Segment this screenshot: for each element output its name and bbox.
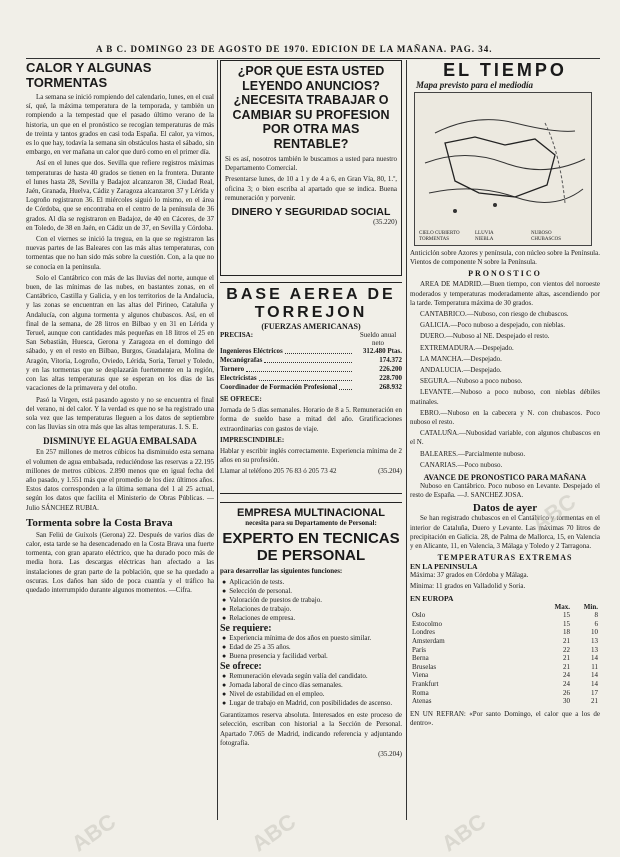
- city-min: 11: [591, 662, 598, 671]
- bullet-icon: ●: [222, 699, 227, 708]
- ad-multinacional-headline: EXPERTO EN TECNICAS DE PERSONAL: [222, 530, 400, 564]
- bullet-text: Lugar de trabajo en Madrid, con posibilidades de ascenso.: [229, 699, 393, 708]
- bullet-icon: ●: [222, 643, 227, 652]
- bullet-icon: ●: [222, 605, 227, 614]
- city-name: Berna: [412, 654, 429, 663]
- job-pay: 174.372: [379, 356, 402, 364]
- table-row: [410, 628, 600, 637]
- legend-item: NIEBLA: [475, 237, 494, 242]
- watermark: ABC: [436, 808, 491, 857]
- article-paragraph: San Feliú de Guíxols (Gerona) 22. Después de varios días de calor, esta tarde se ha desencadenado en la Costa Brava una fuerte tormenta, con gran aparato eléctrico, que ha durado poco más de media hora. Las descargas eléctricas han afectado a las instalaciones de gran parte de la población, que se ha quedado a oscuras. Los daños han sido de poca cuantía y el tráfico ha quedado interrumpido durante algunos momentos. —Cifra.: [26, 530, 214, 594]
- ad-multinacional-requirements: [220, 634, 402, 661]
- watermark: ABC: [66, 808, 121, 857]
- table-row: [410, 620, 600, 629]
- forecast-item: CATALUÑA.—Nubosidad variable, con algunos chubascos en el N.: [410, 429, 600, 447]
- column-2: [220, 60, 402, 820]
- city-name: Londres: [412, 628, 435, 637]
- ad-multinacional-sub: necesita para su Departamento de Personal:: [245, 519, 377, 527]
- bullet-item: [220, 699, 402, 708]
- bullet-icon: ●: [222, 634, 227, 643]
- page-header: A B C. DOMINGO 23 DE AGOSTO DE 1970. EDICION DE LA MAÑANA. PAG. 34.: [96, 44, 493, 54]
- ad-torrejon-jobs: [220, 347, 402, 392]
- ad-torrejon-imprescindible: Hablar y escribir inglés correctamente. Experiencia mínima de 2 años en su profesión.: [220, 447, 402, 465]
- job-pay: 312.480 Ptas.: [362, 347, 402, 355]
- ad-multinacional-title: EMPRESA MULTINACIONAL: [237, 507, 385, 519]
- table-row: [410, 671, 600, 680]
- forecast-list: [410, 280, 600, 470]
- col-max-header: Max.: [554, 602, 570, 611]
- avance-text: Nuboso en Cantábrico. Poco nuboso en Levante. Despejado el resto de España. —J. SANCHEZ JOSA.: [410, 482, 600, 500]
- city-name: Atenas: [412, 697, 432, 706]
- ad-anuncios-slogan: DINERO Y SEGURIDAD SOCIAL: [231, 206, 391, 219]
- forecast-item: CANTABRICO.—Nuboso, con riesgo de chubascos.: [420, 310, 569, 319]
- bullet-text: Relaciones de empresa.: [229, 614, 296, 623]
- city-name: Frankfurt: [412, 680, 439, 689]
- job-pay: 268.932: [379, 383, 402, 391]
- header-rule: [26, 58, 600, 59]
- forecast-item: AREA DE MADRID.—Buen tiempo, con vientos del noroeste moderados y temperaturas moderadamente altas, ascendiendo por la tarde. Temperatura máxima de 30 grados.: [410, 280, 600, 307]
- bullet-item: [220, 634, 402, 643]
- column-rule-2: [406, 60, 407, 820]
- bullet-icon: ●: [222, 681, 227, 690]
- city-min: 14: [591, 671, 598, 680]
- weather-map-text: Anticiclón sobre Azores y península, con núcleo sobre la Península. Vientos de componente N sobre la Península.: [410, 249, 600, 267]
- job-row: [220, 383, 402, 392]
- bullet-text: Selección de personal.: [229, 587, 293, 596]
- article-paragraph: Pasó la Virgen, está pasando agosto y no se encuentra el final del verano, ni del calor. Y la verdad es que no se ha registrado una sola vez que las temperaturas lleguen a los datos de septiembre con las lluvias sin otra más que las altas temperaturas. I. S. E.: [26, 395, 214, 432]
- city-max: 21: [563, 662, 570, 671]
- forecast-item: GALICIA.—Poco nuboso a despejado, con nieblas.: [420, 321, 566, 330]
- column-rule-1: [217, 60, 218, 820]
- forecast-item: EBRO.—Nuboso en la cabecera y N. con chubascos. Poco nuboso el resto.: [410, 408, 600, 427]
- job-name: Mecanógrafas: [220, 356, 263, 364]
- legend-item: CHUBASCOS: [531, 237, 562, 242]
- temp-maxima: Máxima: 37 grados en Córdoba y Málaga.: [410, 571, 529, 580]
- article-paragraph: La semana se inició rompiendo del calendario, lunes, en el cual sí, qué, la máxima temperatura de la temporada, y también un rompiendo a la tempestad que el pasado último verano de la historia, un que en el pronóstico se recogían temperaturas de más de treinta y tantos grados en casi toda España. El calor, ya vimos, es lo que hay, todavía la semana sin obstáculos hasta el sábado, sin embargo, en ver mañana un calor que duró como en el primer día.: [26, 93, 214, 157]
- watermark: ABC: [526, 488, 581, 537]
- avance-title: AVANCE DE PRONOSTICO PARA MAÑANA: [423, 473, 587, 483]
- city-max: 22: [563, 645, 570, 654]
- table-row: [410, 637, 600, 646]
- bullet-item: [220, 596, 402, 605]
- weather-map: [414, 92, 592, 246]
- ad-torrejon-ofrece: Jornada de 5 días semanales. Horario de 8 a 5. Remuneración en forma de sueldo base a mitad del año. Gratificaciones extraordinarias con gastos de viaje.: [220, 406, 402, 433]
- article-paragraph: Solo el Cantábrico con más de las lluvias del norte, aunque el buen, de las mínimas de las nubes, en bastantes zonas, en el Cantábrico, Castilla y Galicia, y en los territorios de la Andalucía, y las zonas se encuentran en las altas del Pirineo, Cataluña y Andalucía, con alguna tormenta y algunos chubascos. Así, en el final de la semana, de 28 litros en Bilbao y en 31 en Lérida y Teruel, aunque con cantidades más pequeñas en 18 litros el 25 en San Sebastián, Huesca, Gerona y Zaragoza en el domingo del sábado, y en el resto en Bilbao, Burgos, Guadalajara, Molina de Aragón, Vitoria, Logroño, Oviedo, Lérida, Soria, Teruel y Toledo, y en las tormentas que se desplazarán fuertemente en la región, con las altas temperaturas que se esperan en los días de las vacaciones de la primavera y del otoño.: [26, 273, 214, 393]
- temp-minima: Mínima: 11 grados en Valladolid y Soria.: [410, 582, 526, 591]
- legend-item: CIELO CUBIERTO: [419, 231, 460, 236]
- forecast-item: BALEARES.—Parcialmente nuboso.: [420, 449, 526, 458]
- city-min: 14: [591, 680, 598, 689]
- city-max: 30: [563, 697, 570, 706]
- ad-multinacional-functions: [220, 578, 402, 623]
- forecast-item: SEGURA.—Nuboso a poco nuboso.: [420, 377, 523, 386]
- bullet-text: Relaciones de trabajo.: [229, 605, 292, 614]
- article-title-agua: DISMINUYE EL AGUA EMBALSADA: [43, 436, 197, 447]
- col-min-header: Min.: [583, 602, 598, 611]
- table-row: [410, 689, 600, 698]
- europa-label: EN EUROPA: [410, 593, 454, 603]
- job-pay: 228.700: [379, 374, 402, 382]
- bullet-item: [220, 605, 402, 614]
- refran: EN UN REFRAN: «Por santo Domingo, el calor que a los de dentro».: [410, 709, 600, 728]
- job-row: [220, 347, 402, 356]
- forecast-item: LA MANCHA.—Despejado.: [420, 354, 502, 363]
- datos-text: Se han registrado chubascos en el Cantábrico y tormentas en el interior de Cataluña, Duero y Levante. Las máximas 70 litros de precipitación en Galicia. 28, de Palma de Mallorca, 15, en Valencia y en Alicante, 11, en Valencia, 3 Málaga y Toledo y 2 Tarragona.: [410, 514, 600, 551]
- bullet-text: Jornada laboral de cinco días semanales.: [229, 681, 343, 690]
- ad-anuncios-headline: ¿POR QUE ESTA USTED LEYENDO ANUNCIOS? ¿NECESITA TRABAJAR O CAMBIAR SU PROFESION POR OTRA MAS RENTABLE?: [232, 64, 390, 151]
- forecast-item: EXTREMADURA.—Despejado.: [420, 343, 514, 352]
- forecast-item: DUERO.—Nuboso al NE. Despejado el resto.: [420, 332, 550, 341]
- forecast-item: CANARIAS.—Poco nuboso.: [420, 460, 503, 469]
- bullet-text: Experiencia mínima de dos años en puesto similar.: [229, 634, 372, 643]
- city-name: Oslo: [412, 611, 426, 620]
- column-1: [26, 60, 214, 820]
- bullet-text: Buena presencia y facilidad verbal.: [229, 652, 328, 661]
- job-row: [220, 356, 402, 365]
- city-max: 21: [563, 654, 570, 663]
- city-min: 17: [591, 688, 598, 697]
- forecast-item: ANDALUCIA.—Despejado.: [420, 366, 502, 375]
- bullet-item: [220, 681, 402, 690]
- city-name: París: [412, 645, 426, 654]
- weather-title: EL TIEMPO: [443, 60, 567, 80]
- city-min: 10: [591, 628, 598, 637]
- article-paragraph: Con el viernes se inició la tregua, en la que se registraron las nuevas partes de las Baleares con las más altas temperaturas, con tormentas que no han sido más sobre la cuestión. Con, a la que no se conocía en la península.: [26, 235, 214, 271]
- city-max: 26: [563, 688, 570, 697]
- ad-torrejon-title: BASE AEREA DE TORREJON: [226, 286, 396, 321]
- bullet-text: Valoración de puestos de trabajo.: [229, 596, 322, 605]
- article-title-tormenta: Tormenta sobre la Costa Brava: [26, 516, 173, 529]
- city-max: 15: [563, 611, 570, 620]
- job-dots: [339, 389, 352, 390]
- job-name: Tornero: [220, 365, 245, 373]
- bullet-text: Nivel de estabilidad en el empleo.: [229, 690, 325, 699]
- ad-torrejon: [220, 282, 402, 494]
- ad-multinacional: [220, 502, 402, 758]
- city-min: 8: [594, 611, 598, 620]
- bullet-item: [220, 652, 402, 661]
- job-dots: [285, 353, 352, 354]
- bullet-icon: ●: [222, 672, 227, 681]
- legend-item: TORMENTAS: [419, 237, 450, 242]
- table-row: [410, 654, 600, 663]
- ad-anuncios-body: Si es así, nosotros también le buscamos a usted para nuestro Departamento Comercial.: [225, 155, 397, 173]
- job-dots: [246, 371, 352, 372]
- article-title-calor: CALOR Y ALGUNAS TORMENTAS: [26, 60, 152, 90]
- city-max: 21: [563, 637, 570, 646]
- article-paragraph: En 257 millones de metros cúbicos ha disminuido esta semana el volumen de agua embalsada, reduciéndose las reservas a 22.195 millones de metros cúbicos. 2.890 menos que en igual fecha del año pasado, y 1.551 más que el promedio de los diez últimos años. Estos datos corresponden a la última semana del 1 al 25 actual, según los datos que facilita el Ministerio de Obras Públicas. —Julio SÁNCHEZ RUBIA.: [26, 448, 214, 512]
- watermark: ABC: [246, 808, 301, 857]
- bullet-icon: ●: [222, 587, 227, 596]
- ad-torrejon-imprescindible-label: IMPRESCINDIBLE:: [220, 435, 285, 444]
- legend-item: NUBOSO: [531, 231, 552, 236]
- city-name: Roma: [412, 688, 429, 697]
- article-paragraph: Así en el lunes que dos. Sevilla que refiere registros máximas temperaturas de hasta 40 grados se tienen en la frontera. Durante el lunes hasta 28, Sevilla y Badajoz alcanzaron 38, Ciudad Real, Jaén, Granada, Huelva, Cádiz y Zaragoza alcanzaron 37 y Lérida y Logroño registraron 36. El miércoles siguió lo mismo, en el área de Córdoba, que se encontraba en el centro de la península de 36 grados. Al día se registraron en Badajoz, de 40 en Cáceres, de 37 en Toledo, de 38 en Jaén, en Cádiz un de 37, en Sevilla y Córdoba.: [26, 159, 214, 232]
- ad-multinacional-requiere-label: Se requiere:: [220, 623, 272, 635]
- city-max: 24: [563, 680, 570, 689]
- city-min: 13: [591, 637, 598, 646]
- datos-title: Datos de ayer: [472, 502, 538, 515]
- ad-multinacional-offers: [220, 672, 402, 708]
- city-max: 18: [563, 628, 570, 637]
- bullet-icon: ●: [222, 652, 227, 661]
- ad-torrejon-subtitle: (FUERZAS AMERICANAS): [261, 322, 361, 331]
- job-row: [220, 374, 402, 383]
- ad-anuncios-body2: Presentarse lunes, de 10 a 1 y de 4 a 6, en Gran Vía, 80, 1.º, oficina 3; o bien escriba al apartado que se indica. Buena remuneración y porvenir.: [225, 175, 397, 202]
- bullet-text: Aplicación de tests.: [229, 578, 285, 587]
- city-min: 6: [594, 619, 598, 628]
- table-row: [410, 611, 600, 620]
- job-name: Electricistas: [220, 374, 257, 382]
- job-dots: [259, 380, 352, 381]
- forecast-title: PRONOSTICO: [468, 269, 542, 279]
- bullet-icon: ●: [222, 596, 227, 605]
- bullet-icon: ●: [222, 690, 227, 699]
- ad-torrejon-sueldo-label: Sueldo anual neto: [359, 331, 397, 347]
- city-max: 15: [563, 619, 570, 628]
- ad-anuncios: [220, 60, 402, 276]
- ad-multinacional-intro: para desarrollar las siguientes funciones:: [220, 567, 343, 575]
- ad-multinacional-ref: (35.204): [378, 750, 402, 759]
- ad-multinacional-footer: Garantizamos reserva absoluta. Interesados en este proceso de selección, escriban con historial a la Sección de Personal. Apartado 7.065 de Madrid, indicando referencia y adjuntando fotografía.: [220, 711, 402, 747]
- europe-temps-table: [410, 603, 600, 706]
- column-3: [410, 60, 600, 820]
- table-row: [410, 663, 600, 672]
- bullet-text: Remuneración elevada según valía del candidato.: [229, 672, 368, 681]
- job-dots: [264, 362, 352, 363]
- bullet-text: Edad de 25 a 35 años.: [229, 643, 291, 652]
- bullet-item: [220, 578, 402, 587]
- bullet-item: [220, 643, 402, 652]
- weather-map-legend: [419, 231, 587, 243]
- city-min: 14: [591, 654, 598, 663]
- weather-map-caption: Mapa previsto para el mediodía: [416, 80, 533, 90]
- city-max: 24: [563, 671, 570, 680]
- ad-multinacional-ofrece-label: Se ofrece:: [220, 661, 262, 673]
- bullet-icon: ●: [222, 614, 227, 623]
- ad-torrejon-precisa: PRECISA:: [220, 331, 254, 339]
- job-row: [220, 365, 402, 374]
- bullet-item: [220, 690, 402, 699]
- city-min: 13: [591, 645, 598, 654]
- forecast-item: LEVANTE.—Nuboso a poco nuboso, con nieblas débiles matinales.: [410, 388, 600, 406]
- bullet-item: [220, 614, 402, 623]
- temps-title: TEMPERATURAS EXTREMAS: [437, 553, 573, 563]
- weather-map-drawing: [415, 93, 591, 245]
- bullet-item: [220, 587, 402, 596]
- ad-torrejon-ref: (35.204): [378, 467, 402, 476]
- bullet-item: [220, 672, 402, 681]
- city-name: Bruselas: [412, 662, 437, 671]
- ad-torrejon-phone: Llamar al teléfono 205 76 83 ó 205 73 42: [220, 467, 337, 476]
- ad-anuncios-ref: (35.220): [373, 218, 397, 227]
- job-name: Coordinador de Formación Profesional: [220, 383, 338, 391]
- city-name: Estocolmo: [412, 619, 442, 628]
- job-name: Ingenieros Eléctricos: [220, 347, 283, 355]
- table-row: [410, 646, 600, 655]
- job-pay: 226.200: [379, 365, 402, 373]
- legend-item: LLUVIA: [475, 231, 494, 236]
- table-row: [410, 697, 600, 706]
- city-min: 21: [591, 697, 598, 706]
- bullet-icon: ●: [222, 578, 227, 587]
- peninsula-label: EN LA PENINSULA: [410, 562, 478, 572]
- city-name: Viena: [412, 671, 429, 680]
- city-name: Amsterdam: [412, 637, 445, 646]
- ad-torrejon-ofrece-label: SE OFRECE:: [220, 395, 262, 403]
- table-row: [410, 680, 600, 689]
